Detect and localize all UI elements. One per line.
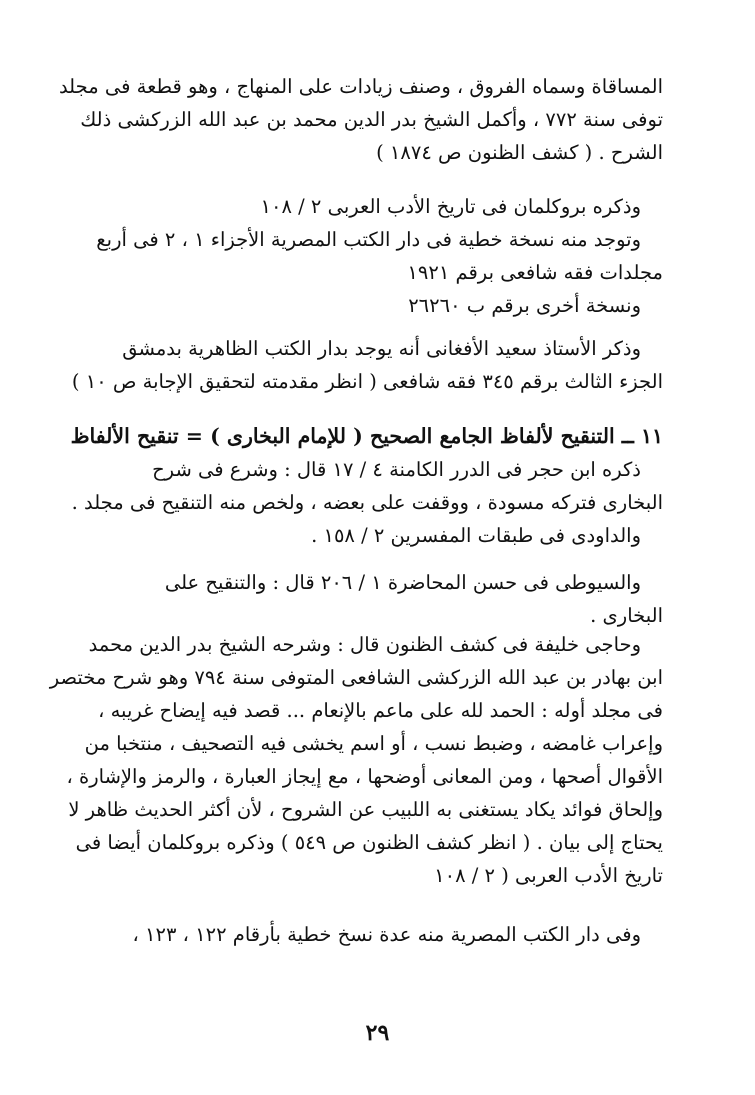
text-line: فى مجلد أوله : الحمد لله على ماعم بالإنعام ... قصد فيه إيضاح غريبه ، [98, 699, 663, 722]
text-line: وإعراب غامضه ، وضبط نسب ، أو اسم يخشى فيه التصحيف ، منتخبا من [84, 732, 663, 755]
text-line: الشرح . ( كشف الظنون ص ١٨٧٤ ) [376, 141, 663, 164]
paragraph-2 [96, 190, 663, 322]
entry-heading: ١١ ــ التنقيح لألفاظ الجامع الصحيح ( للإمام البخارى ) = تنقيح الألفاظ [70, 424, 663, 448]
paragraph-5 [103, 566, 663, 632]
text-line: وحاجى خليفة فى كشف الظنون قال : وشرحه الشيخ بدر الدين محمد [88, 633, 641, 656]
text-line: البخارى فتركه مسودة ، ووقفت على بعضه ، ولخص منه التنقيح فى مجلد . [71, 491, 663, 514]
text-line: وفى دار الكتب المصرية منه عدة نسخ خطية بأرقام ١٢٢ ، ١٢٣ ، [132, 923, 641, 946]
page-number: ٢٩ [365, 1020, 390, 1046]
text-line: والداودى فى طبقات المفسرين ٢ / ١٥٨ . [311, 524, 641, 547]
paragraph-7 [103, 918, 663, 951]
text-line: وذكره بروكلمان فى تاريخ الأدب العربى ٢ / ١٠٨ [260, 195, 641, 218]
text-line: ونسخة أخرى برقم ب ٢٦٢٦٠ [408, 294, 641, 317]
text-line: البخارى . [590, 604, 663, 627]
text-line: الأقوال أصحها ، ومن المعانى أوضحها ، مع إيجاز العبارة ، والرمز والإشارة ، [66, 765, 663, 788]
text-line: توفى سنة ٧٧٢ ، وأكمل الشيخ بدر الدين محمد بن عبد الله الزركشى ذلك [80, 108, 663, 131]
text-line: يحتاج إلى بيان . ( انظر كشف الظنون ص ٥٤٩ ) وذكره بروكلمان أيضا فى [75, 831, 663, 854]
text-line: تاريخ الأدب العربى ( ٢ / ١٠٨ [434, 864, 663, 887]
paragraph-6 [49, 628, 663, 892]
text-line: المساقاة وسماه الفروق ، وصنف زيادات على المنهاج ، وهو قطعة فى مجلد [58, 75, 663, 98]
text-line: الجزء الثالث برقم ٣٤٥ فقه شافعى ( انظر مقدمته لتحقيق الإجابة ص ١٠ ) [71, 370, 663, 393]
text-line: ابن بهادر بن عبد الله الزركشى الشافعى المتوفى سنة ٧٩٤ وهو شرح مختصر [49, 666, 663, 689]
paragraph-3 [71, 332, 663, 398]
text-line: وتوجد منه نسخة خطية فى دار الكتب المصرية الأجزاء ١ ، ٢ فى أربع [96, 228, 641, 251]
text-line: وإلحاق فوائد يكاد يستغنى به اللبيب عن الشروح ، لأن أكثر الحديث ظاهر لا [68, 798, 663, 821]
text-line: وذكر الأستاذ سعيد الأفغانى أنه يوجد بدار الكتب الظاهرية بدمشق [122, 337, 641, 360]
text-line: ذكره ابن حجر فى الدرر الكامنة ٤ / ١٧ قال : وشرع فى شرح [152, 458, 641, 481]
entry-11 [70, 420, 663, 552]
paragraph-1 [58, 70, 663, 169]
text-line: والسيوطى فى حسن المحاضرة ١ / ٢٠٦ قال : والتنقيح على [164, 571, 641, 594]
text-line: مجلدات فقه شافعى برقم ١٩٢١ [407, 261, 663, 284]
